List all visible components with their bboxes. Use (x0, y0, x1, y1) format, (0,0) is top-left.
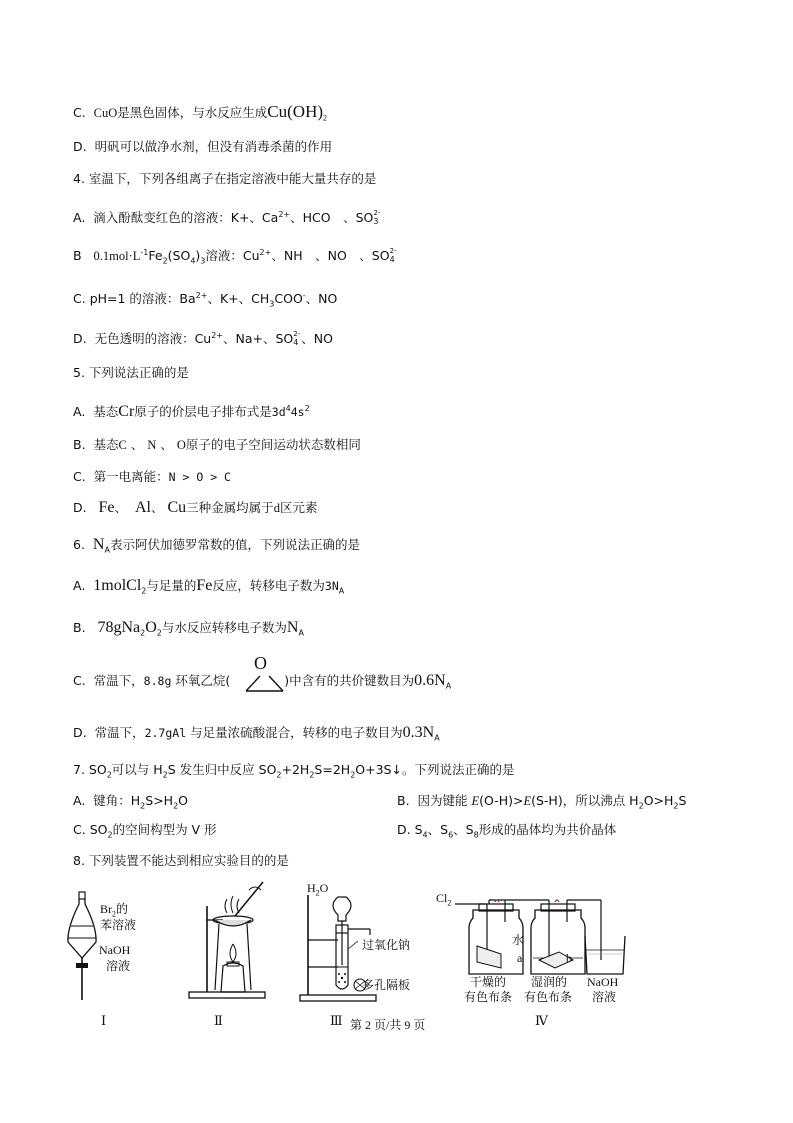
q7-option-c: C. $SO_2$的空间构型为 V 形 (73, 822, 217, 840)
benzene-solution-label: 苯溶液 (100, 918, 137, 932)
q6-option-b: B. $78gNa_2O_2$与水反应转移电子数为$N_A$ (73, 619, 304, 638)
wet-cloth-label-2: 有色布条 (524, 990, 573, 1004)
q6-stem: 6. $N_A$表示阿伏加德罗常数的值，下列说法正确的是 (73, 536, 360, 555)
apparatus-iv-number: Ⅳ (535, 1013, 548, 1028)
q8-stem: 8. 下列装置不能达到相应实验目的的是 (73, 853, 289, 868)
q4-option-c: C. pH=1 的溶液：$Ba^{2+}$、K+、$CH_3COO^-$、NO (73, 291, 338, 309)
water-label-iv: 水 (512, 933, 525, 947)
solution-label-iv: 溶液 (592, 990, 617, 1004)
q5-option-a: A. 基态Cr原子的价层电子排布式是$3d^44s^2$ (73, 403, 310, 421)
q6-option-a: A. 1molCl$_2$与足量的Fe反应，转移电子数为$3N_A$ (73, 577, 345, 596)
sodium-peroxide-label: 过氧化钠 (362, 938, 411, 952)
q5-option-c: C. 第一电离能：N > O > C (73, 469, 231, 484)
dry-cloth-label-1: 干燥的 (470, 975, 507, 989)
q6-option-c: C. 常温下，8.8g 环氧乙烷( )中含有的共价键数目为$0.6N_A$ (73, 672, 452, 691)
epoxide-oxygen-label: O (254, 653, 267, 673)
separatory-funnel-icon (64, 890, 104, 1010)
q4-stem: 4. 室温下，下列各组离子在指定溶液中能大量共存的是 (73, 171, 377, 186)
q7-option-a: A. 键角：$H_2S>H_2O$ (73, 793, 189, 811)
q5-option-d: D. Fe、 Al、 Cu三种金属均属于d区元素 (73, 499, 318, 516)
q6-option-d: D. 常温下，2.7gAl 与足量浓硫酸混合，转移的电子数目为$0.3N_A$ (73, 724, 440, 743)
q4-option-a: A. 滴入酚酞变红色的溶液：K+、$Ca^{2+}$、HCO 、SO 2- 3 (73, 209, 381, 226)
naoh-label-iv: NaOH (587, 975, 619, 989)
q7-option-b: B. 因为键能 E(O-H)>E(S-H)，所以沸点 $H_2O>H_2S$ (397, 793, 687, 811)
q7-stem: 7. $SO_2$可以与 $H_2S$ 发生归中反应 $SO_2+2H_2S=2H_2O+3S↓$。下列说法正确的是 (73, 762, 515, 780)
evaporation-apparatus-icon (185, 880, 275, 1000)
dry-cloth-label-2: 有色布条 (464, 990, 513, 1004)
page-footer: 第 2 页/共 9 页 (350, 1018, 426, 1032)
q4-option-b: B $0.1mol\cdot L^{-1}Fe_2(SO_4)_3$溶液：$Cu^{2+}$、NH 、NO 、SO 2- 4 (73, 247, 397, 266)
apparatus-ii-number: Ⅱ (214, 1013, 223, 1028)
q4-option-d: D. 无色透明的溶液：$Cu^{2+}$、Na+、SO 2- 4 、NO (73, 330, 333, 347)
label-b: b (566, 951, 572, 965)
q5-stem: 5. 下列说法正确的是 (73, 365, 189, 380)
bromine-label: $Br_2$的 (100, 902, 129, 919)
apparatus-i-number: Ⅰ (101, 1013, 107, 1028)
q3-option-c: C. CuO是黑色固体，与水反应生成$Cu(OH)_2$ (73, 102, 328, 123)
wet-cloth-label-1: 湿润的 (531, 975, 568, 989)
water-label-iii: $H_2O$ (307, 881, 329, 898)
q3-option-d: D. 明矾可以做净水剂，但没有消毒杀菌的作用 (73, 139, 333, 154)
apparatus-iii-number: Ⅲ (330, 1013, 343, 1028)
q5-option-b: B. 基态C 、 N 、 O原子的电子空间运动状态数相同 (73, 437, 361, 452)
q7-option-d: D. $S_4$、$S_6$、$S_8$形成的晶体均为共价晶体 (397, 822, 617, 840)
chlorine-test-apparatus-icon (455, 888, 635, 978)
label-a: a (517, 951, 523, 965)
porous-plate-label: 多孔隔板 (362, 978, 411, 992)
epoxide-ring-icon (240, 664, 290, 694)
solution-label-i: 溶液 (106, 959, 131, 973)
naoh-label-i: NaOH (99, 943, 131, 957)
chlorine-label: $Cl_2$ (436, 891, 452, 908)
